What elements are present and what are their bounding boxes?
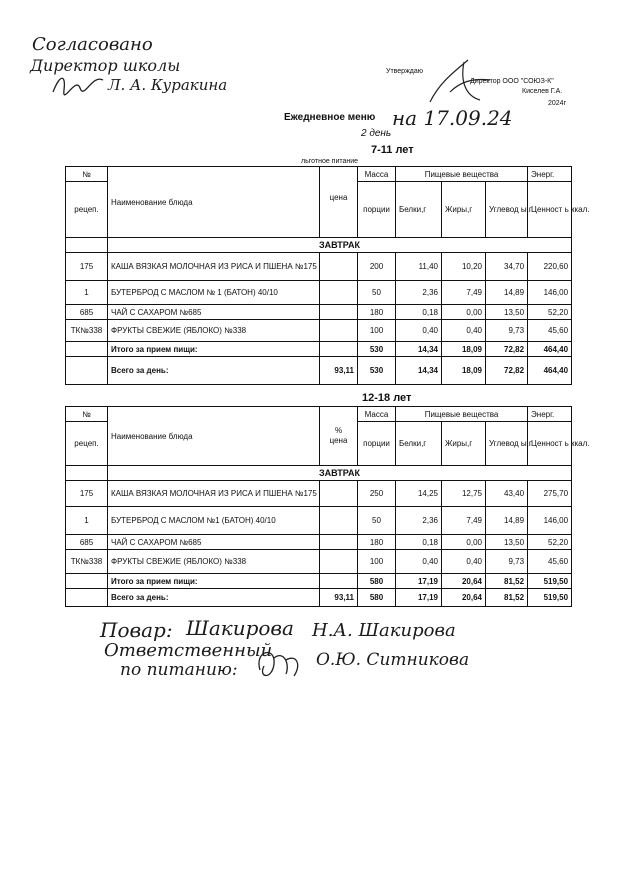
carbs-value: 14,89 bbox=[486, 507, 528, 535]
dish-name: ФРУКТЫ СВЕЖИЕ (ЯБЛОКО) №338 bbox=[108, 550, 320, 574]
total-price: 93,11 bbox=[320, 357, 358, 385]
col-mass-top: Масса bbox=[358, 167, 396, 182]
total-mass: 530 bbox=[358, 357, 396, 385]
subtotal-carbs: 81,52 bbox=[486, 574, 528, 589]
page-title: Ежедневное меню bbox=[284, 112, 376, 123]
table1-note: льготное питание bbox=[301, 158, 359, 165]
dish-name: ЧАЙ С САХАРОМ №685 bbox=[108, 535, 320, 550]
energy-value: 275,70 bbox=[528, 481, 572, 507]
subtotal-mass: 580 bbox=[358, 574, 396, 589]
recipe-number: 1 bbox=[66, 507, 108, 535]
approval-right-year: 2024г bbox=[548, 100, 567, 107]
col-protein-header: Белки,г bbox=[396, 422, 442, 466]
recipe-number: ТК№338 bbox=[66, 550, 108, 574]
subtotal-row bbox=[66, 574, 572, 589]
recipe-number: 175 bbox=[66, 253, 108, 281]
total-row bbox=[66, 589, 572, 607]
energy-value: 146,00 bbox=[528, 507, 572, 535]
col-mass-bottom: порции bbox=[358, 422, 396, 466]
table-row bbox=[66, 305, 572, 320]
portion-mass: 180 bbox=[358, 305, 396, 320]
approval-right-name: Киселев Г.А. bbox=[522, 88, 563, 95]
subtotal-mass: 530 bbox=[358, 342, 396, 357]
carbs-value: 13,50 bbox=[486, 305, 528, 320]
recipe-number: 685 bbox=[66, 305, 108, 320]
recipe-number: 685 bbox=[66, 535, 108, 550]
menu-table-7-11 bbox=[65, 166, 590, 385]
col-carbs-header: Углевод ы,г bbox=[486, 182, 528, 238]
dish-name: ФРУКТЫ СВЕЖИЕ (ЯБЛОКО) №338 bbox=[108, 320, 320, 342]
total-carbs: 81,52 bbox=[486, 589, 528, 607]
total-protein: 17,19 bbox=[396, 589, 442, 607]
protein-value: 11,40 bbox=[396, 253, 442, 281]
subtotal-protein: 14,34 bbox=[396, 342, 442, 357]
date-handwritten: на 17.09.24 bbox=[392, 106, 513, 130]
protein-value: 0,18 bbox=[396, 305, 442, 320]
portion-mass: 50 bbox=[358, 281, 396, 305]
dish-name: КАША ВЯЗКАЯ МОЛОЧНАЯ ИЗ РИСА И ПШЕНА №175 bbox=[108, 481, 320, 507]
responsible-signature-icon bbox=[250, 640, 310, 690]
col-nutrients-header: Пищевые вещества bbox=[396, 407, 528, 422]
protein-value: 0,40 bbox=[396, 550, 442, 574]
fat-value: 12,75 bbox=[442, 481, 486, 507]
protein-value: 2,36 bbox=[396, 281, 442, 305]
carbs-value: 14,89 bbox=[486, 281, 528, 305]
total-energy: 519,50 bbox=[528, 589, 572, 607]
table-row bbox=[66, 281, 572, 305]
energy-value: 146,00 bbox=[528, 281, 572, 305]
total-label: Всего за день: bbox=[108, 357, 320, 385]
table-row bbox=[66, 320, 572, 342]
recipe-number: 175 bbox=[66, 481, 108, 507]
subtotal-carbs: 72,82 bbox=[486, 342, 528, 357]
dish-name: КАША ВЯЗКАЯ МОЛОЧНАЯ ИЗ РИСА И ПШЕНА №175 bbox=[108, 253, 320, 281]
fat-value: 0,00 bbox=[442, 305, 486, 320]
fat-value: 0,40 bbox=[442, 320, 486, 342]
col-energy-bottom: Ценност ь ккал. bbox=[528, 422, 572, 466]
energy-value: 45,60 bbox=[528, 550, 572, 574]
total-energy: 464,40 bbox=[528, 357, 572, 385]
total-price: 93,11 bbox=[320, 589, 358, 607]
approval-left-line1: Согласовано bbox=[32, 34, 153, 55]
recipe-number: ТК№338 bbox=[66, 320, 108, 342]
portion-mass: 100 bbox=[358, 550, 396, 574]
total-row bbox=[66, 357, 572, 385]
day-label: 2 день bbox=[361, 128, 392, 139]
col-protein-header: Белки,г bbox=[396, 182, 442, 238]
left-signature-icon bbox=[48, 70, 108, 100]
subtotal-fat: 18,09 bbox=[442, 342, 486, 357]
table-row bbox=[66, 507, 572, 535]
portion-mass: 50 bbox=[358, 507, 396, 535]
fat-value: 7,49 bbox=[442, 281, 486, 305]
subtotal-energy: 519,50 bbox=[528, 574, 572, 589]
energy-value: 52,20 bbox=[528, 535, 572, 550]
responsible-line1: Ответственный bbox=[104, 640, 273, 661]
col-num-top: № bbox=[66, 407, 108, 422]
table-row bbox=[66, 535, 572, 550]
energy-value: 52,20 bbox=[528, 305, 572, 320]
table-row bbox=[66, 253, 572, 281]
approval-left-line2: Директор школы bbox=[30, 56, 181, 75]
total-mass: 580 bbox=[358, 589, 396, 607]
total-label: Всего за день: bbox=[108, 589, 320, 607]
total-protein: 14,34 bbox=[396, 357, 442, 385]
subtotal-energy: 464,40 bbox=[528, 342, 572, 357]
price-pct: % bbox=[334, 426, 343, 435]
section-breakfast: ЗАВТРАК bbox=[108, 466, 572, 481]
dish-name: ЧАЙ С САХАРОМ №685 bbox=[108, 305, 320, 320]
total-fat: 18,09 bbox=[442, 357, 486, 385]
protein-value: 14,25 bbox=[396, 481, 442, 507]
portion-mass: 250 bbox=[358, 481, 396, 507]
col-energy-top: Энерг. bbox=[528, 167, 572, 182]
carbs-value: 13,50 bbox=[486, 535, 528, 550]
subtotal-label: Итого за прием пищи: bbox=[108, 574, 320, 589]
carbs-value: 9,73 bbox=[486, 550, 528, 574]
fat-value: 10,20 bbox=[442, 253, 486, 281]
dish-name: БУТЕРБРОД С МАСЛОМ №1 (БАТОН) 40/10 bbox=[108, 507, 320, 535]
fat-value: 0,00 bbox=[442, 535, 486, 550]
portion-mass: 100 bbox=[358, 320, 396, 342]
price-label: цена bbox=[329, 436, 348, 445]
col-name-header: Наименование блюда bbox=[108, 407, 320, 466]
col-carbs-header: Углевод ы,г bbox=[486, 422, 528, 466]
col-price-header bbox=[320, 407, 358, 466]
energy-value: 220,60 bbox=[528, 253, 572, 281]
total-fat: 20,64 bbox=[442, 589, 486, 607]
right-signature-icon bbox=[420, 52, 500, 112]
carbs-value: 34,70 bbox=[486, 253, 528, 281]
carbs-value: 43,40 bbox=[486, 481, 528, 507]
col-price-header: цена bbox=[320, 167, 358, 238]
portion-mass: 180 bbox=[358, 535, 396, 550]
section-breakfast: ЗАВТРАК bbox=[108, 238, 572, 253]
col-fat-header: Жиры,г bbox=[442, 182, 486, 238]
subtotal-fat: 20,64 bbox=[442, 574, 486, 589]
protein-value: 2,36 bbox=[396, 507, 442, 535]
col-fat-header: Жиры,г bbox=[442, 422, 486, 466]
subtotal-label: Итого за прием пищи: bbox=[108, 342, 320, 357]
total-carbs: 72,82 bbox=[486, 357, 528, 385]
subtotal-protein: 17,19 bbox=[396, 574, 442, 589]
col-mass-bottom: порции bbox=[358, 182, 396, 238]
responsible-line2: по питанию: bbox=[120, 660, 238, 680]
protein-value: 0,40 bbox=[396, 320, 442, 342]
fat-value: 0,40 bbox=[442, 550, 486, 574]
approval-right-director: Директор ООО "СОЮЗ-К" bbox=[470, 78, 554, 85]
cook-signature: Шакирова bbox=[186, 616, 294, 640]
col-energy-top: Энерг. bbox=[528, 407, 572, 422]
protein-value: 0,18 bbox=[396, 535, 442, 550]
age-label-2: 12-18 лет bbox=[362, 392, 412, 404]
dish-name: БУТЕРБРОД С МАСЛОМ № 1 (БАТОН) 40/10 bbox=[108, 281, 320, 305]
recipe-number: 1 bbox=[66, 281, 108, 305]
table-row bbox=[66, 550, 572, 574]
col-name-header: Наименование блюда bbox=[108, 167, 320, 238]
cook-name: Н.А. Шакирова bbox=[312, 620, 456, 641]
portion-mass: 200 bbox=[358, 253, 396, 281]
fat-value: 7,49 bbox=[442, 507, 486, 535]
col-nutrients-header: Пищевые вещества bbox=[396, 167, 528, 182]
carbs-value: 9,73 bbox=[486, 320, 528, 342]
age-label-1: 7-11 лет bbox=[371, 144, 414, 156]
subtotal-row bbox=[66, 342, 572, 357]
cook-label: Повар: bbox=[100, 618, 173, 642]
col-num-top: № bbox=[66, 167, 108, 182]
menu-table-12-18 bbox=[65, 406, 590, 607]
energy-value: 45,60 bbox=[528, 320, 572, 342]
responsible-name: О.Ю. Ситникова bbox=[316, 650, 470, 670]
approval-left-line3: Л. А. Куракина bbox=[108, 76, 228, 94]
col-mass-top: Масса bbox=[358, 407, 396, 422]
table-row bbox=[66, 481, 572, 507]
col-num-bottom: рецеп. bbox=[66, 182, 108, 238]
col-energy-bottom: Ценност ь ккал. bbox=[528, 182, 572, 238]
col-num-bottom: рецеп. bbox=[66, 422, 108, 466]
approval-right-caption: Утверждаю bbox=[386, 68, 423, 75]
